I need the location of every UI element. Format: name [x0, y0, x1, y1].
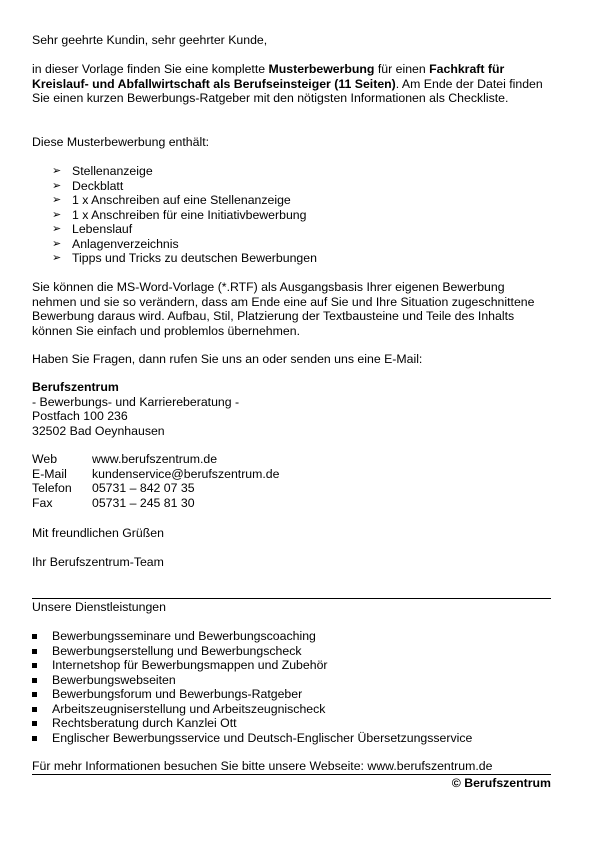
copyright-notice: © Berufszentrum	[451, 776, 551, 790]
list-item: Bewerbungsforum und Bewerbungs-Ratgeber	[32, 687, 472, 702]
intro-text-2: für einen	[374, 62, 430, 76]
intro-text-1: in dieser Vorlage finden Sie eine komplette	[32, 62, 269, 76]
square-bullet-icon	[32, 678, 37, 683]
square-bullet-icon	[32, 736, 37, 741]
arrow-bullet-icon: ➢	[52, 223, 62, 235]
divider-line	[32, 774, 551, 775]
list-item: Bewerbungserstellung und Bewerbungscheck	[32, 644, 472, 659]
list-item: Arbeitszeugniserstellung und Arbeitszeugnischeck	[32, 702, 472, 717]
arrow-bullet-icon: ➢	[52, 237, 62, 250]
services-heading: Unsere Dienstleistungen	[32, 600, 166, 614]
square-bullet-icon	[32, 707, 37, 712]
questions-line: Haben Sie Fragen, dann rufen Sie uns an oder senden uns eine E-Mail:	[32, 352, 423, 366]
intro-bold-2: Fachkraft für Kreislauf- und Abfallwirtschaft als Berufseinsteiger (11 Seiten)	[32, 62, 505, 91]
contact-row	[32, 467, 279, 482]
list-item: Bewerbungswebseiten	[32, 673, 472, 688]
signature-line: Ihr Berufszentrum-Team	[32, 555, 164, 569]
intro-bold-1: Musterbewerbung	[268, 62, 375, 76]
address-block	[32, 380, 551, 438]
list-item: ➢ 1 x Anschreiben für eine Initiativbewerbung	[52, 207, 307, 222]
arrow-bullet-icon: ➢	[52, 194, 62, 206]
square-bullet-icon	[32, 634, 37, 639]
email-link[interactable]: kundenservice@berufszentrum.de	[92, 466, 280, 481]
arrow-bullet-icon: ➢	[52, 208, 62, 221]
square-bullet-icon	[32, 649, 37, 654]
arrow-bullet-icon: ➢	[52, 252, 62, 264]
list-item: ➢ 1 x Anschreiben auf eine Stellenanzeige	[52, 193, 291, 207]
divider-line	[32, 598, 551, 599]
address-line: - Bewerbungs- und Karriereberatung -	[32, 394, 240, 409]
closing-line: Mit freundlichen Grüßen	[32, 526, 164, 540]
fax-value: 05731 – 245 81 30	[92, 495, 195, 510]
arrow-bullet-icon: ➢	[52, 165, 62, 177]
list-item: Internetshop für Bewerbungsmappen und Zubehör	[32, 658, 472, 673]
contact-row	[32, 481, 279, 496]
greeting: Sehr geehrte Kundin, sehr geehrter Kunde,	[32, 33, 268, 47]
contents-heading: Diese Musterbewerbung enthält:	[32, 135, 210, 149]
list-item: ➢ Tipps und Tricks zu deutschen Bewerbungen	[52, 251, 317, 265]
contact-row	[32, 452, 279, 467]
contact-label: Web	[32, 452, 58, 466]
contact-label: E-Mail	[32, 466, 67, 481]
list-item: ➢ Deckblatt	[52, 178, 124, 193]
contact-label: Telefon	[32, 481, 72, 495]
square-bullet-icon	[32, 663, 37, 668]
website-link[interactable]: www.berufszentrum.de	[92, 452, 218, 466]
list-item: Englischer Bewerbungsservice und Deutsch-Englischer Übersetzungsservice	[32, 731, 472, 746]
phone-value: 05731 – 842 07 35	[92, 481, 195, 495]
arrow-bullet-icon: ➢	[52, 179, 62, 192]
contents-list	[52, 164, 317, 266]
list-item: ➢ Lebenslauf	[52, 222, 133, 236]
intro-text-3: . Am Ende der Datei finden Sie einen kurzen Bewerbungs-Ratgeber mit den nötigsten Informationen als Checkliste.	[32, 76, 543, 105]
services-list	[32, 629, 472, 745]
list-item: ➢ Stellenanzeige	[52, 164, 153, 178]
address-line: 32502 Bad Oeynhausen	[32, 423, 165, 438]
square-bullet-icon	[32, 721, 37, 726]
address-line: Postfach 100 236	[32, 409, 128, 423]
contact-label: Fax	[32, 495, 53, 510]
contact-table	[32, 452, 279, 510]
company-name: Berufszentrum	[32, 380, 119, 394]
contact-row	[32, 496, 279, 511]
more-info-line: Für mehr Informationen besuchen Sie bitte unsere Webseite: www.berufszentrum.de	[32, 759, 493, 773]
list-item: ➢ Anlagenverzeichnis	[52, 236, 179, 251]
square-bullet-icon	[32, 692, 37, 697]
word-template-paragraph: Sie können die MS-Word-Vorlage (*.RTF) als Ausgangsbasis Ihrer eigenen Bewerbung nehmen und sie so verändern, dass am Ende eine auf Sie und Ihre Situation zugeschnittene Bewerbung daraus wird. Aufbau, Stil, Platzierung der Textbausteine und Teile des Inhalts können Sie einfach und problemlos übernehmen.	[32, 280, 535, 338]
list-item: Rechtsberatung durch Kanzlei Ott	[32, 716, 472, 731]
list-item: Bewerbungsseminare und Bewerbungscoaching	[32, 629, 472, 644]
intro-paragraph	[32, 62, 551, 106]
